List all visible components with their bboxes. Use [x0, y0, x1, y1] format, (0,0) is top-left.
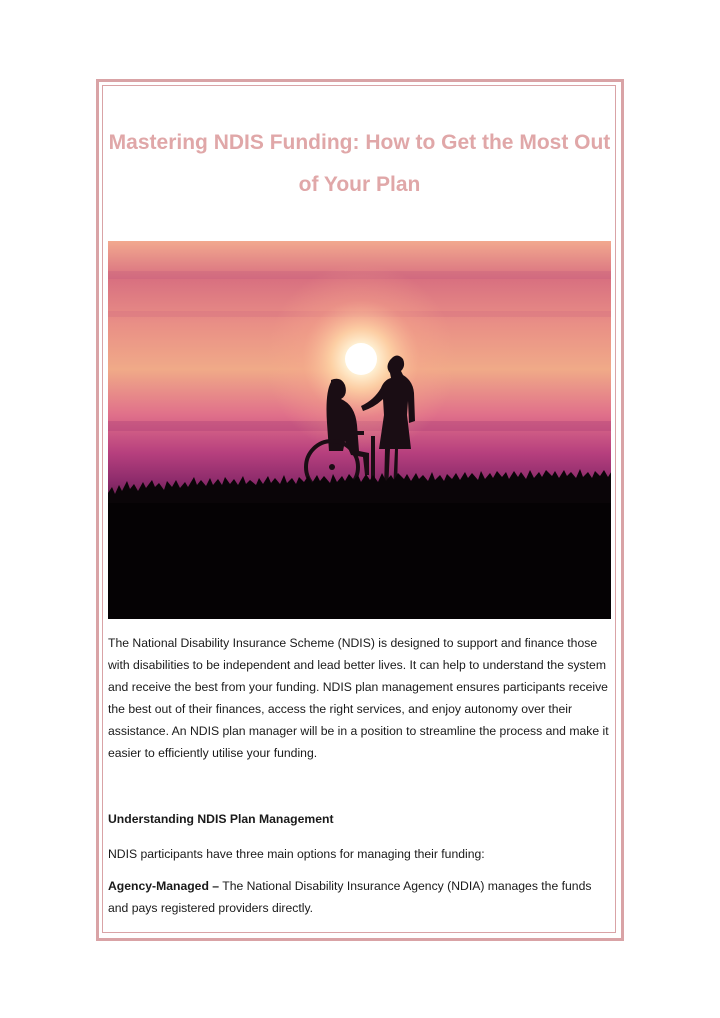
agency-managed-text: The National Disability Insurance Agency (NDIA) manages the funds and pays registered providers directly. [108, 879, 592, 915]
intro-paragraph: The National Disability Insurance Scheme (NDIS) is designed to support and finance those with disabilities to be independent and lead better lives. It can help to understand the system and receive the best from your funding. NDIS plan management ensures participants receive the best out of their finances, access the right services, and enjoy autonomy over their assistance. An NDIS plan manager will be in a position to streamline the process and make it easier to efficiently utilise your funding. [108, 636, 609, 760]
section-heading: Understanding NDIS Plan Management [108, 812, 334, 826]
page-title: Mastering NDIS Funding: How to Get the Most Out of Your Plan [108, 131, 611, 196]
agency-managed-label: Agency-Managed – [108, 879, 220, 893]
sunset-wheelchair-silhouette-image [108, 241, 611, 619]
agency-managed-paragraph [108, 875, 611, 919]
options-intro-paragraph: NDIS participants have three main options for managing their funding: [108, 847, 485, 861]
